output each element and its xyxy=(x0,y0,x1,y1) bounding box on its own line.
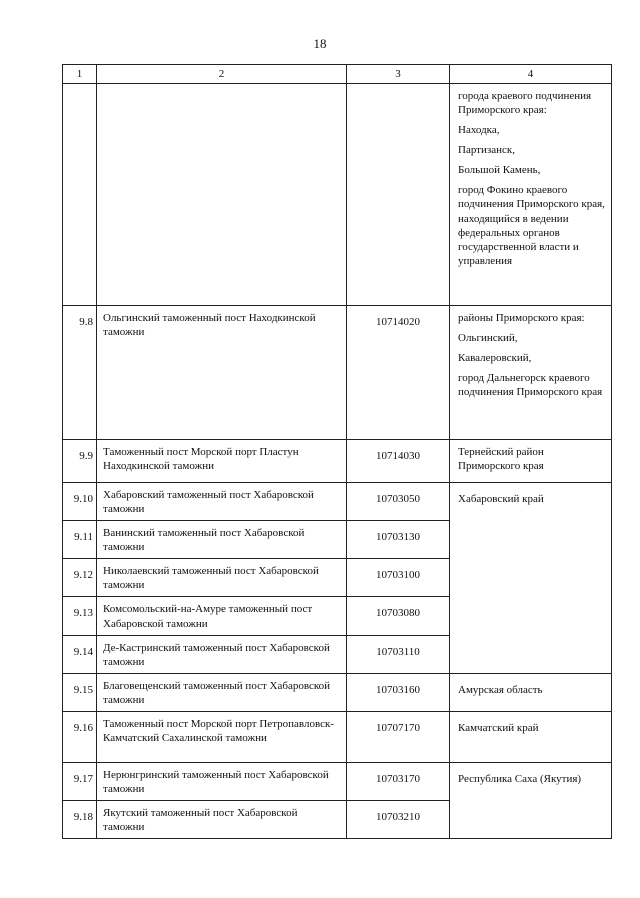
table-row-continuation xyxy=(63,84,612,306)
territory-cell xyxy=(450,84,612,306)
code-cell: 10703050 xyxy=(347,483,450,521)
num-cell: 9.10 xyxy=(63,483,97,521)
territory-line: Большой Камень, xyxy=(458,164,541,177)
name-cell: Ольгинский таможенный пост Находкинской таможни xyxy=(97,306,347,440)
num-cell: 9.8 xyxy=(63,306,97,440)
name-cell: Хабаровский таможенный пост Хабаровской таможни xyxy=(97,483,347,521)
territory-cell xyxy=(450,673,612,711)
num-cell: 9.15 xyxy=(63,673,97,711)
name-cell: Николаевский таможенный пост Хабаровской таможни xyxy=(97,559,347,597)
num-cell: 9.11 xyxy=(63,521,97,559)
table-row-9-8 xyxy=(63,306,612,440)
territory-line: Партизанск, xyxy=(458,144,515,157)
num-cell: 9.13 xyxy=(63,597,97,635)
num-cell xyxy=(63,84,97,306)
name-cell: Таможенный пост Морской порт Пластун Находкинской таможни xyxy=(97,440,347,483)
territory-cell xyxy=(450,711,612,762)
territory-cell xyxy=(450,440,612,483)
num-cell: 9.14 xyxy=(63,635,97,673)
num-cell: 9.17 xyxy=(63,762,97,800)
code-cell: 10703110 xyxy=(347,635,450,673)
name-cell: Комсомольский-на-Амуре таможенный пост Хабаровской таможни xyxy=(97,597,347,635)
table-row-9-10 xyxy=(63,483,612,521)
territory-line: Республика Саха (Якутия) xyxy=(458,772,582,785)
name-cell: Нерюнгринский таможенный пост Хабаровской таможни xyxy=(97,762,347,800)
num-cell: 9.12 xyxy=(63,559,97,597)
code-cell: 10703100 xyxy=(347,559,450,597)
territory-line: Камчатский край xyxy=(458,721,539,734)
num-cell: 9.18 xyxy=(63,801,97,839)
header-cell-1: 1 xyxy=(63,65,97,84)
code-cell: 10703130 xyxy=(347,521,450,559)
territory-cell xyxy=(450,762,612,838)
table-row-9-9 xyxy=(63,440,612,483)
territory-line: районы Приморского края: xyxy=(458,312,585,324)
name-cell: Таможенный пост Морской порт Петропавловск-Камчатский Сахалинской таможни xyxy=(97,711,347,762)
name-cell: Ванинский таможенный пост Хабаровской таможни xyxy=(97,521,347,559)
page-number: 18 xyxy=(313,36,327,51)
name-cell xyxy=(97,84,347,306)
table-row-9-17 xyxy=(63,762,612,800)
territory-cell xyxy=(450,306,612,440)
code-cell xyxy=(347,84,450,306)
code-cell: 10714020 xyxy=(347,306,450,440)
territory-line: Амурская область xyxy=(458,683,543,696)
num-cell: 9.16 xyxy=(63,711,97,762)
territory-line: Кавалеровский, xyxy=(458,352,532,365)
territory-line: Ольгинский, xyxy=(458,332,518,345)
code-cell: 10714030 xyxy=(347,440,450,483)
name-cell: Якутский таможенный пост Хабаровской таможни xyxy=(97,801,347,839)
territory-line: Находка, xyxy=(458,124,500,137)
code-cell: 10707170 xyxy=(347,711,450,762)
code-cell: 10703210 xyxy=(347,801,450,839)
table-header-row xyxy=(63,65,612,84)
name-cell: Благовещенский таможенный пост Хабаровской таможни xyxy=(97,673,347,711)
code-cell: 10703170 xyxy=(347,762,450,800)
table-row-9-15 xyxy=(63,673,612,711)
table-row-9-16 xyxy=(63,711,612,762)
territory-line: город Дальнегорск краевого подчинения Приморского края xyxy=(458,372,603,399)
header-cell-4: 4 xyxy=(450,65,612,84)
territory-cell xyxy=(450,483,612,674)
territory-line: город Фокино краевого подчинения Приморского края, находящийся в ведении федеральных органов государственной власти и управления xyxy=(458,184,605,267)
header-cell-3: 3 xyxy=(347,65,450,84)
code-cell: 10703080 xyxy=(347,597,450,635)
territory-line: города краевого подчинения Приморского края: xyxy=(458,90,592,117)
num-cell: 9.9 xyxy=(63,440,97,483)
customs-posts-table xyxy=(62,64,612,839)
header-cell-2: 2 xyxy=(97,65,347,84)
territory-line: Хабаровский край xyxy=(458,493,544,505)
code-cell: 10703160 xyxy=(347,673,450,711)
name-cell: Де-Кастринский таможенный пост Хабаровской таможни xyxy=(97,635,347,673)
territory-line: Тернейский район Приморского края xyxy=(458,446,544,473)
